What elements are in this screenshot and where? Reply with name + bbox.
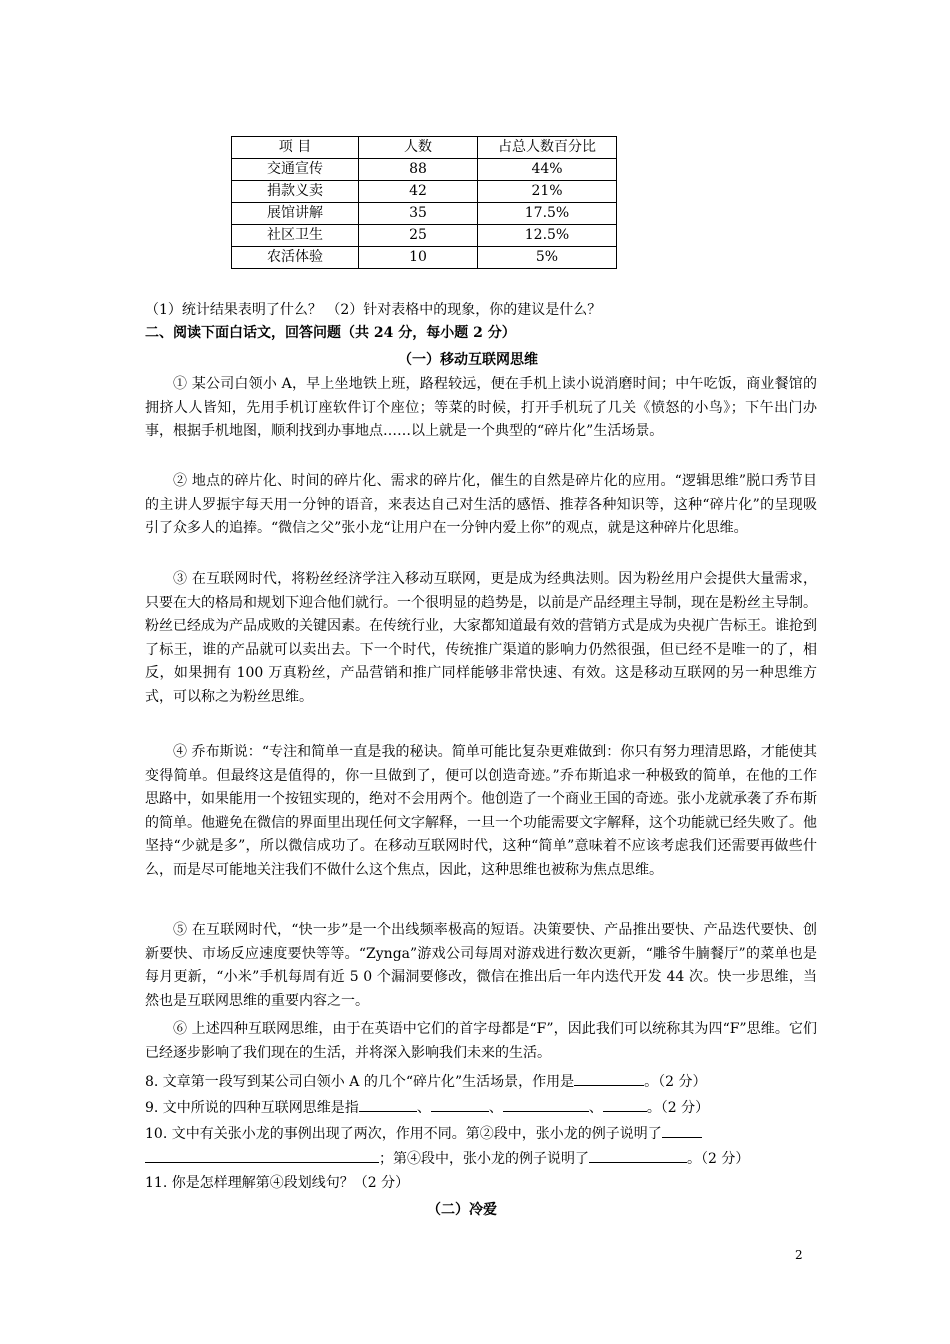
table-cell: 社区卫生: [232, 225, 359, 247]
answer-blank[interactable]: [359, 1097, 417, 1112]
paragraph-2: ② 地点的碎片化、时间的碎片化、需求的碎片化，催生的自然是碎片化的应用。“逻辑思维”脱口秀节目的主讲人罗振宇每天用一分钟的语音，来表达自己对生活的感悟、推荐各种知识等，这种“碎片化”的呈现吸引了众多人的追捧。“微信之父”张小龙“让用户在一分钟内爱上你”的观点，就是这种碎片化思维。: [145, 473, 817, 536]
table-cell: 10: [359, 247, 478, 269]
separator: 、: [588, 1100, 603, 1116]
article-title: （一）移动互联网思维: [398, 352, 538, 368]
paragraph-4: ④ 乔布斯说：“专注和简单一直是我的秘诀。简单可能比复杂更难做到：你只有努力理清思路，才能使其变得简单。但最终这是值得的，你一旦做到了，便可以创造奇迹。”乔布斯追求一种极致的简单，在他的工作思路中，如果能用一个按钮实现的，绝对不会用两个。他创造了一个商业王国的奇迹。张小龙就承袭了乔布斯的简单。他避免在微信的界面里出现任何文字解释，一旦一个功能需要文字解释，这个功能就已经失败了。他坚持“少就是多”，所以微信成功了。在移动互联网时代，这种“简单”意味着不应该考虑我们还需要再做些什么，而是尽可能地关注我们不做什么这个焦点，因此，这种思维也被称为焦点思维。: [145, 744, 817, 878]
table-header: 占总人数百分比: [478, 137, 617, 159]
question-suffix: 。（2 分）: [687, 1151, 750, 1167]
paragraph-1: ① 某公司白领小 A，早上坐地铁上班，路程较远，便在手机上读小说消磨时间；中午吃饭，商业餐馆的拥挤人人皆知，先用手机订座软件订个座位；等菜的时候，打开手机玩了几关《愤怒的小鸟》；下午出门办事，根据手机地图，顺利找到办事地点……以上就是一个典型的“碎片化”生活场景。: [145, 376, 817, 439]
answer-blank[interactable]: [603, 1097, 647, 1112]
table-row: [232, 181, 617, 203]
answer-blank[interactable]: [589, 1148, 687, 1163]
answer-blank[interactable]: [145, 1148, 379, 1163]
table-questions: （1）统计结果表明了什么？ （2）针对表格中的现象，你的建议是什么？: [145, 302, 602, 318]
page-number: 2: [795, 1248, 803, 1262]
table-cell: 44%: [478, 159, 617, 181]
question-suffix: 。（2 分）: [644, 1074, 707, 1090]
survey-table: [231, 136, 617, 269]
table-row: [232, 159, 617, 181]
table-cell: 展馆讲解: [232, 203, 359, 225]
table-row: [232, 203, 617, 225]
paragraph-3: ③ 在互联网时代，将粉丝经济学注入移动互联网，更是成为经典法则。因为粉丝用户会提供大量需求，只要在大的格局和规划下迎合他们就行。一个很明显的趋势是，以前是产品经理主导制，现在是粉丝主导制。粉丝已经成为产品成败的关键因素。在传统行业，大家都知道最有效的营销方式是成为央视广告标王。谁抢到了标王，谁的产品就可以卖出去。下一个时代，传统推广渠道的影响力仍然很强，但已经不是唯一的了，相反，如果拥有 100 万真粉丝，产品营销和推广同样能够非常快速、有效。这是移动互联网的另一种思维方式，可以称之为粉丝思维。: [145, 571, 817, 705]
table-cell: 交通宣传: [232, 159, 359, 181]
table-row: [232, 247, 617, 269]
separator: 、: [416, 1100, 431, 1116]
table-cell: 捐款义卖: [232, 181, 359, 203]
answer-blank[interactable]: [431, 1097, 489, 1112]
table-cell: 农活体验: [232, 247, 359, 269]
article-title: （二）冷爱: [427, 1202, 497, 1218]
question-10-line-2: [145, 1148, 749, 1170]
table-cell: 42: [359, 181, 478, 203]
table-cell: 12.5%: [478, 225, 617, 247]
answer-blank[interactable]: [662, 1123, 702, 1138]
table-cell: 25: [359, 225, 478, 247]
table-row: [232, 225, 617, 247]
question-text: ；第④段中，张小龙的例子说明了: [379, 1151, 589, 1167]
table-cell: 35: [359, 203, 478, 225]
table-header: 人数: [359, 137, 478, 159]
question-9: [145, 1097, 709, 1119]
table-cell: 21%: [478, 181, 617, 203]
paragraph-5: ⑤ 在互联网时代，“快一步”是一个出线频率极高的短语。决策要快、产品推出要快、产品迭代要快、创新要快、市场反应速度要快等等。“Zynga”游戏公司每周对游戏进行数次更新，“雕爷牛腩餐厅”的菜单也是每月更新，“小米”手机每周有近 5 0 个漏洞要修改，微信在推出后一年内迭代开发 44 次。快一步思维，当然也是互联网思维的重要内容之一。: [145, 922, 817, 1009]
table-cell: 88: [359, 159, 478, 181]
table-header-row: [232, 137, 617, 159]
table-header: 项 目: [232, 137, 359, 159]
question-text: 8. 文章第一段写到某公司白领小 A 的几个“碎片化”生活场景，作用是: [145, 1074, 575, 1090]
paragraph-6: ⑥ 上述四种互联网思维，由于在英语中它们的首字母都是“F”，因此我们可以统称其为四“F”思维。它们已经逐步影响了我们现在的生活，并将深入影响我们未来的生活。: [145, 1021, 817, 1061]
table-cell: 5%: [478, 247, 617, 269]
separator: 、: [488, 1100, 503, 1116]
question-8: [145, 1071, 707, 1093]
question-11: 11. 你是怎样理解第④段划线句？（2 分）: [145, 1175, 410, 1191]
question-text: 9. 文中所说的四种互联网思维是指: [145, 1100, 359, 1116]
question-suffix: 。（2 分）: [646, 1100, 710, 1116]
answer-blank[interactable]: [503, 1097, 589, 1112]
answer-blank[interactable]: [574, 1071, 644, 1086]
section-title: 二、阅读下面白话文，回答问题（共 24 分，每小题 2 分）: [145, 325, 516, 341]
question-text: 10. 文中有关张小龙的事例出现了两次，作用不同。第②段中，张小龙的例子说明了: [145, 1126, 662, 1142]
question-10-line-1: [145, 1123, 702, 1145]
table-cell: 17.5%: [478, 203, 617, 225]
